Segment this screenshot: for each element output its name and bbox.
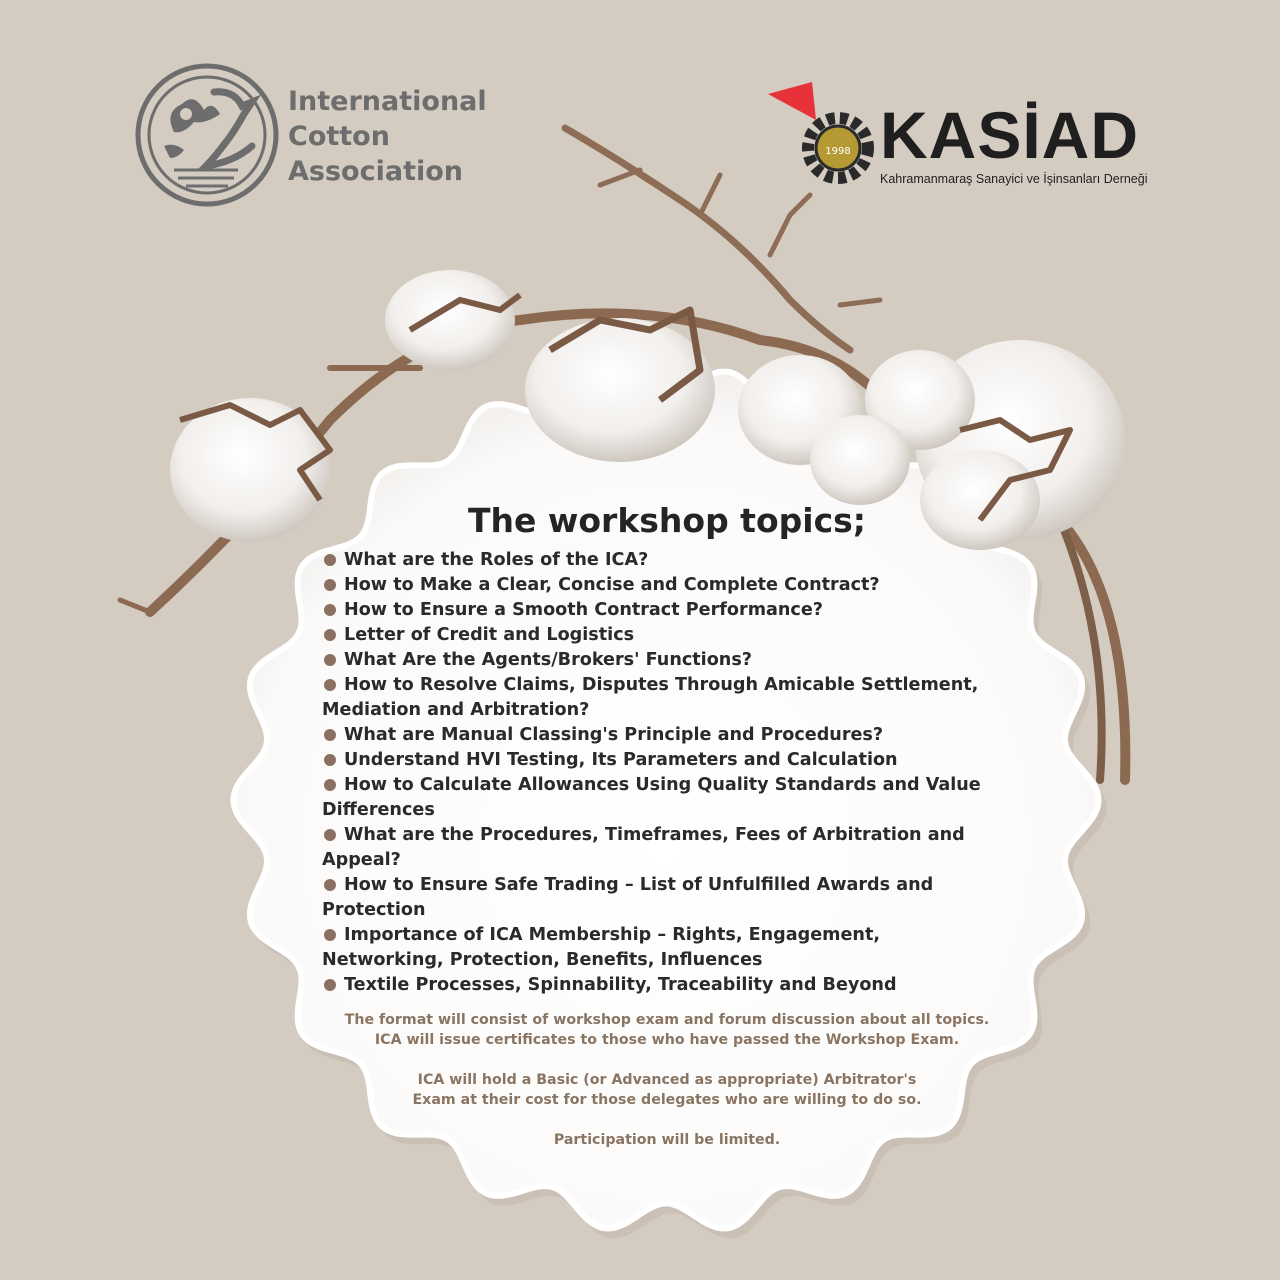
topic-text: Protection bbox=[322, 900, 426, 920]
participation-note: Participation will be limited. bbox=[553, 1132, 781, 1148]
workshop-notes bbox=[300, 1010, 1034, 1150]
bullet-icon bbox=[324, 604, 336, 616]
cotton-boll bbox=[385, 270, 520, 370]
bullet-icon bbox=[324, 829, 336, 841]
note-line: ICA will issue certificates to those who have passed the Workshop Exam. bbox=[374, 1032, 960, 1048]
topic-item bbox=[322, 648, 1042, 673]
ica-cotton-bird-emblem bbox=[134, 62, 280, 208]
bullet-icon bbox=[324, 579, 336, 591]
topic-item bbox=[322, 773, 1042, 823]
topic-text: Mediation and Arbitration? bbox=[322, 700, 590, 720]
format-note bbox=[300, 1010, 1034, 1050]
topic-text: What Are the Agents/Brokers' Functions? bbox=[344, 650, 753, 670]
kasiad-logo bbox=[766, 80, 1206, 200]
bullet-icon bbox=[324, 654, 336, 666]
topic-text: How to Ensure a Smooth Contract Performance? bbox=[344, 600, 823, 620]
bullet-icon bbox=[324, 754, 336, 766]
topic-text: Networking, Protection, Benefits, Influences bbox=[322, 950, 763, 970]
topic-item bbox=[322, 623, 1042, 648]
kasiad-tagline: Kahramanmaraş Sanayici ve İşinsanları Derneği bbox=[880, 172, 1148, 186]
topic-text: How to Make a Clear, Concise and Complete Contract? bbox=[344, 575, 880, 595]
topic-text: Appeal? bbox=[322, 850, 401, 870]
kasiad-gear-emblem bbox=[766, 80, 878, 192]
topics-list bbox=[322, 548, 1042, 998]
topic-item bbox=[322, 598, 1042, 623]
topic-text: Differences bbox=[322, 800, 435, 820]
ica-name-line: International bbox=[288, 86, 487, 117]
bullet-icon bbox=[324, 629, 336, 641]
topic-text: How to Resolve Claims, Disputes Through Amicable Settlement, bbox=[344, 675, 979, 695]
topics-heading: The workshop topics; bbox=[468, 501, 866, 540]
topic-item bbox=[322, 748, 1042, 773]
topic-text: What are the Roles of the ICA? bbox=[344, 550, 649, 570]
topic-item bbox=[322, 723, 1042, 748]
topic-item bbox=[322, 823, 1042, 873]
topic-item bbox=[322, 548, 1042, 573]
topic-item bbox=[322, 673, 1042, 723]
cotton-boll bbox=[810, 415, 910, 505]
topic-text: Letter of Credit and Logistics bbox=[344, 625, 635, 645]
note-line: ICA will hold a Basic (or Advanced as appropriate) Arbitrator's bbox=[417, 1072, 917, 1088]
note-line: The format will consist of workshop exam and forum discussion about all topics. bbox=[344, 1012, 990, 1028]
ica-name bbox=[288, 84, 487, 189]
ica-name-line: Cotton bbox=[288, 121, 390, 152]
bullet-icon bbox=[324, 879, 336, 891]
note-line: Exam at their cost for those delegates who are willing to do so. bbox=[412, 1092, 922, 1108]
topic-text: What are Manual Classing's Principle and Procedures? bbox=[344, 725, 884, 745]
topic-text: Textile Processes, Spinnability, Traceability and Beyond bbox=[344, 975, 897, 995]
cotton-boll bbox=[525, 310, 715, 462]
cotton-boll bbox=[170, 398, 330, 542]
topic-text: How to Calculate Allowances Using Quality Standards and Value bbox=[344, 775, 981, 795]
bullet-icon bbox=[324, 979, 336, 991]
topic-text: How to Ensure Safe Trading – List of Unfulfilled Awards and bbox=[344, 875, 934, 895]
topic-text: What are the Procedures, Timeframes, Fees of Arbitration and bbox=[344, 825, 965, 845]
topic-item bbox=[322, 573, 1042, 598]
topic-item bbox=[322, 923, 1042, 973]
bullet-icon bbox=[324, 779, 336, 791]
bullet-icon bbox=[324, 729, 336, 741]
bullet-icon bbox=[324, 679, 336, 691]
topic-item bbox=[322, 973, 1042, 998]
svg-text:1998: 1998 bbox=[825, 146, 851, 157]
topic-item bbox=[322, 873, 1042, 923]
ica-logo bbox=[134, 62, 514, 212]
bullet-icon bbox=[324, 554, 336, 566]
exam-note bbox=[300, 1070, 1034, 1110]
bullet-icon bbox=[324, 929, 336, 941]
topic-text: Understand HVI Testing, Its Parameters and Calculation bbox=[344, 750, 898, 770]
kasiad-wordmark: KASİAD bbox=[880, 98, 1140, 172]
ica-name-line: Association bbox=[288, 156, 463, 187]
workshop-topics-panel bbox=[322, 500, 1042, 998]
topic-text: Importance of ICA Membership – Rights, Engagement, bbox=[344, 925, 881, 945]
